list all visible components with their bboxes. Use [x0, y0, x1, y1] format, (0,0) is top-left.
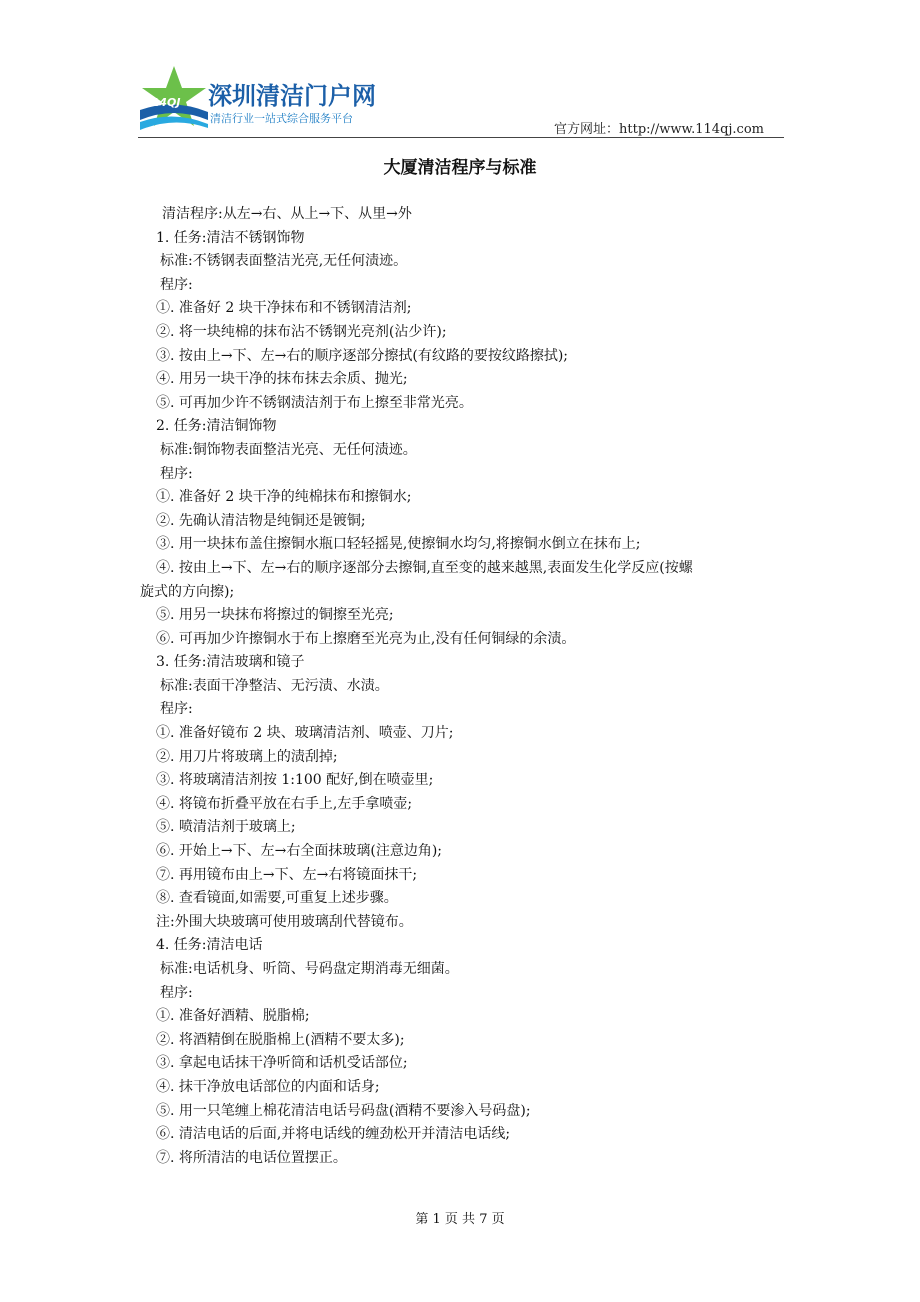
body-line: ①. 准备好 2 块干净的纯棉抹布和擦铜水; [156, 489, 412, 506]
body-line: ②. 先确认清洁物是纯铜还是镀铜; [156, 512, 366, 529]
body-line: ④. 用另一块干净的抹布抹去余质、抛光; [156, 371, 408, 388]
body-line: ②. 将酒精倒在脱脂棉上(酒精不要太多); [156, 1031, 405, 1048]
body-line: ②. 用刀片将玻璃上的渍刮掉; [156, 748, 338, 765]
body-line: 程序: [160, 984, 193, 1001]
body-line: ⑤. 用另一块抹布将擦过的铜擦至光亮; [156, 607, 394, 624]
logo-badge: 114QJ [144, 96, 181, 109]
body-line: 4. 任务:清洁电话 [156, 937, 263, 954]
body-line: 程序: [160, 701, 193, 718]
body-line: ③. 拿起电话抹干净听筒和话机受话部位; [156, 1055, 408, 1072]
page-header [138, 62, 784, 138]
body-line: 标准:电话机身、听筒、号码盘定期消毒无细菌。 [160, 961, 459, 977]
body-line: ⑥. 清洁电话的后面,并将电话线的缠劲松开并清洁电话线; [156, 1126, 511, 1143]
body-line: ③. 用一块抹布盖住擦铜水瓶口轻轻摇晃,使擦铜水均匀,将擦铜水倒立在抹布上; [156, 536, 641, 553]
logo-site-name: 深圳清洁门户网 [208, 82, 376, 110]
body-line: ④. 按由上→下、左→右的顺序逐部分去擦铜,直至变的越来越黑,表面发生化学反应(按螺 [156, 559, 693, 576]
body-line: ⑧. 查看镜面,如需要,可重复上述步骤。 [156, 890, 398, 907]
document-title: 大厦清洁程序与标准 [383, 158, 537, 178]
body-line: 标准:铜饰物表面整洁光亮、无任何渍迹。 [160, 441, 417, 458]
page-footer: 第 1 页 共 7 页 [415, 1212, 505, 1227]
body-line: ④. 将镜布折叠平放在右手上,左手拿喷壶; [156, 795, 413, 812]
body-line: ⑤. 喷清洁剂于玻璃上; [156, 819, 296, 836]
body-line: ②. 将一块纯棉的抹布沾不锈钢光亮剂(沾少许); [156, 323, 447, 340]
body-line: ③. 将玻璃清洁剂按 1:100 配好,倒在喷壶里; [156, 772, 434, 789]
body-line: 标准:不锈钢表面整洁光亮,无任何渍迹。 [160, 253, 408, 270]
body-line: 标准:表面干净整洁、无污渍、水渍。 [160, 677, 389, 694]
body-line: ⑤. 可再加少许不锈钢渍洁剂于布上擦至非常光亮。 [156, 394, 473, 411]
body-line: ③. 按由上→下、左→右的顺序逐部分擦拭(有纹路的要按纹路擦拭); [156, 347, 569, 364]
body-line: 注:外围大块玻璃可使用玻璃刮代替镜布。 [156, 913, 413, 930]
body-line: 程序: [160, 465, 193, 482]
body-line: ⑥. 可再加少许擦铜水于布上擦磨至光亮为止,没有任何铜绿的余渍。 [156, 630, 576, 647]
body-line: ①. 准备好酒精、脱脂棉; [156, 1008, 310, 1025]
body-line: 清洁程序:从左→右、从上→下、从里→外 [162, 206, 412, 222]
document-body [140, 203, 788, 1170]
body-line: ⑦. 再用镜布由上→下、左→右将镜面抹干; [156, 866, 418, 883]
body-line: 3. 任务:清洁玻璃和镜子 [156, 654, 305, 671]
body-line: ①. 准备好 2 块干净抹布和不锈钢清洁剂; [156, 300, 412, 317]
official-website[interactable]: 官方网址：http://www.114qj.com [554, 122, 764, 137]
body-line: ⑥. 开始上→下、左→右全面抹玻璃(注意边角); [156, 843, 443, 860]
body-line: 旋式的方向擦); [140, 583, 235, 600]
body-line: ④. 抹干净放电话部位的内面和话身; [156, 1078, 380, 1095]
logo-slogan: 清洁行业一站式综合服务平台 [210, 112, 353, 125]
body-line: ⑤. 用一只笔缠上棉花清洁电话号码盘(酒精不要渗入号码盘); [156, 1102, 531, 1119]
body-line: 1. 任务:清洁不锈钢饰物 [156, 229, 305, 246]
header-divider [138, 137, 784, 138]
body-line: ⑦. 将所清洁的电话位置摆正。 [156, 1149, 347, 1166]
site-logo[interactable] [138, 62, 398, 134]
body-line: 2. 任务:清洁铜饰物 [156, 418, 277, 435]
body-line: ①. 准备好镜布 2 块、玻璃清洁剂、喷壶、刀片; [156, 725, 454, 742]
body-line: 程序: [160, 276, 193, 293]
